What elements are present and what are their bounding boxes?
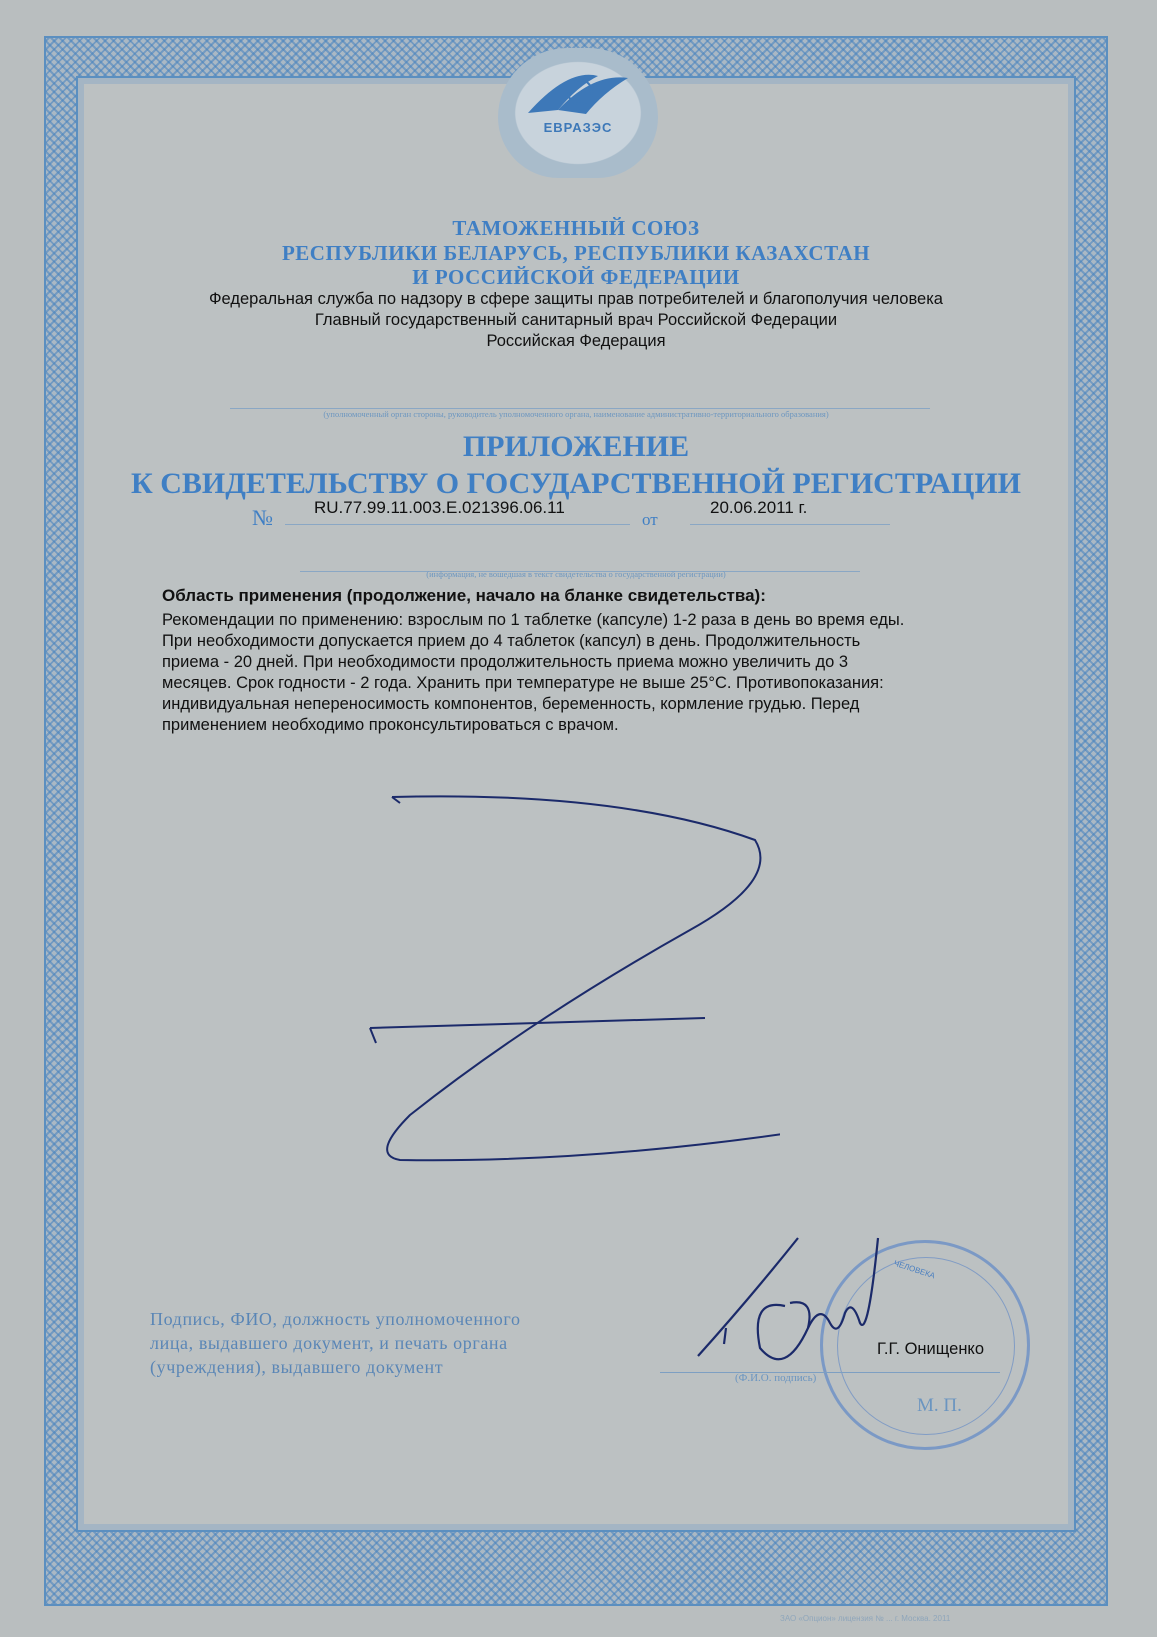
seal-text: ЧЕЛОВЕКА bbox=[892, 1258, 937, 1281]
from-label: от bbox=[642, 510, 658, 529]
header-country: Российская Федерация bbox=[486, 332, 666, 350]
emblem-logo-icon bbox=[498, 48, 658, 128]
header-agency: Федеральная служба по надзору в сфере защиты прав потребителей и благополучия человека bbox=[209, 290, 943, 308]
header-line-2: РЕСПУБЛИКИ БЕЛАРУСЬ, РЕСПУБЛИКИ КАЗАХСТАН bbox=[281, 241, 871, 265]
printer-imprint: ЗАО «Опцион» лицензия № ... г. Москва. 2011 bbox=[780, 1614, 951, 1623]
blank-space-z-mark bbox=[360, 785, 780, 1175]
number-underline bbox=[285, 524, 630, 525]
number-label: № bbox=[252, 505, 273, 530]
document-title: ПРИЛОЖЕНИЕ bbox=[462, 430, 690, 463]
header-line-3: И РОССИЙСКОЙ ФЕДЕРАЦИИ bbox=[412, 265, 740, 289]
handwritten-signature bbox=[690, 1228, 900, 1388]
document-subtitle: К СВИДЕТЕЛЬСТВУ О ГОСУДАРСТВЕННОЙ РЕГИСТРАЦИИ bbox=[131, 467, 1021, 500]
eurasec-emblem bbox=[498, 48, 658, 178]
header-official: Главный государственный санитарный врач Российской Федерации bbox=[314, 311, 838, 329]
section-heading: Область применения (продолжение, начало на бланке свидетельства): bbox=[162, 586, 766, 605]
registration-date: 20.06.2011 г. bbox=[710, 498, 808, 517]
registration-number: RU.77.99.11.003.E.021396.06.11 bbox=[314, 498, 565, 517]
signature-caption: Подпись, ФИО, должность уполномоченного лица, выдавшего документ, и печать органа (учреждения), выдавшего документ bbox=[150, 1309, 521, 1377]
emblem-text: ЕВРАЗЭС bbox=[543, 120, 613, 135]
header-caption: (уполномоченный орган стороны, руководитель уполномоченного органа, наименование административно-территориального образования) bbox=[323, 409, 829, 419]
signature-name-caption: (Ф.И.О. подпись) bbox=[735, 1372, 817, 1384]
seal-place-label: М. П. bbox=[917, 1395, 962, 1416]
signatory-name: Г.Г. Онищенко bbox=[877, 1340, 985, 1358]
header-line-1: ТАМОЖЕННЫЙ СОЮЗ bbox=[452, 216, 700, 240]
section-body: Рекомендации по применению: взрослым по 1 таблетке (капсуле) 1-2 раза в день во время еды. При необходимости допускается прием до 4 таблеток (капсул) в день. Продолжительность приема - 20 дней. При необходимости продолжительность приема можно увеличить до 3 месяцев. Срок годности - 2 года. Хранить при температуре не выше 25°С. Противопоказания: индивидуальная непереносимость компонентов, беременность, кормление грудью. Перед применением необходимо проконсультироваться с врачом. bbox=[162, 611, 905, 734]
signature-underline bbox=[660, 1372, 1000, 1373]
info-caption: (информация, не вошедшая в текст свидетельства о государственной регистрации) bbox=[426, 569, 726, 579]
date-underline bbox=[690, 524, 890, 525]
